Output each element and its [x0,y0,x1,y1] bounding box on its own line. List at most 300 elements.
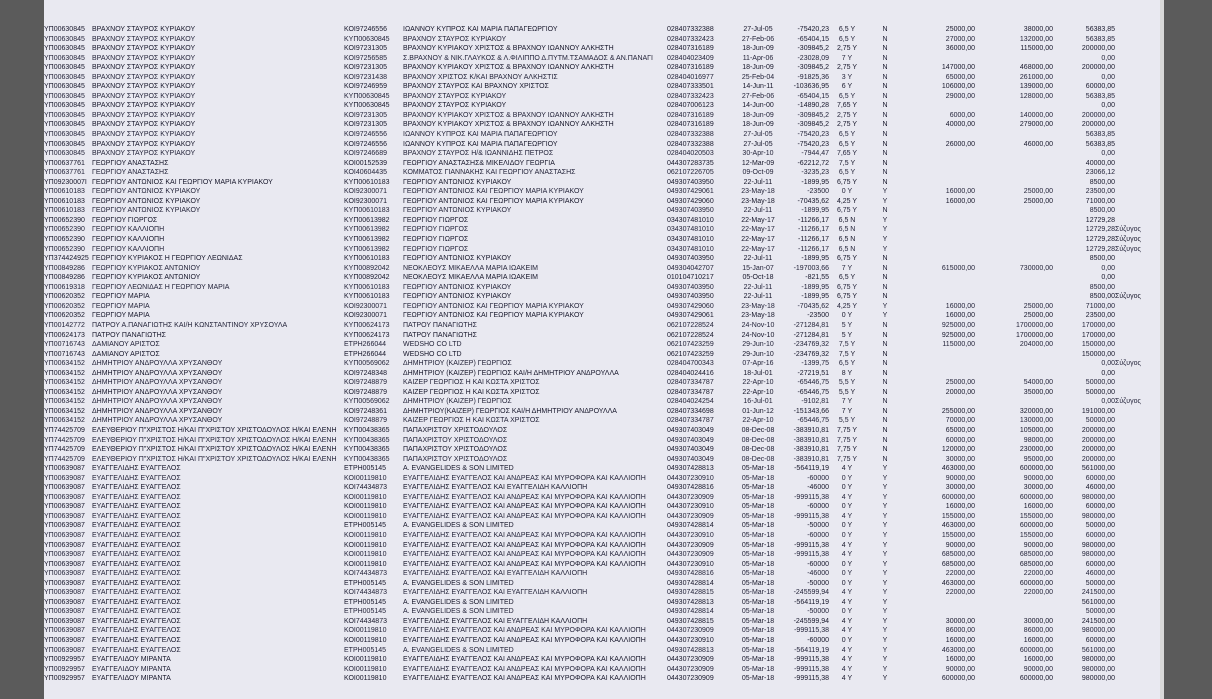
cell-value-2: 685000,00 [1019,560,1053,568]
cell-account-code: ΚΥΠ00613982 [344,236,390,244]
cell-flag-b: N [882,293,888,301]
cell-customer-id: ΥΠ00610183 [44,197,85,205]
cell-flag-b: N [882,379,888,387]
cell-relation-note [1115,216,1154,226]
table-row [44,245,1154,255]
cell-flag-b: Y [882,656,888,664]
cell-flag-b: N [882,446,888,454]
cell-flag-b: N [882,407,888,415]
cell-relation-note [1115,130,1154,140]
cell-customer-id: ΥΠ00619318 [44,283,85,291]
cell-customer-name: ΔΗΜΗΤΡΙΟΥ ΑΝΔΡΟΥΛΛΑ ΧΡΥΣΑΝΘΟΥ [92,360,223,368]
table-row [44,350,1154,360]
cell-account-code: ΚΟΙ00119810 [344,474,387,482]
cell-value-2: 155000,00 [1019,531,1053,539]
cell-account-holder: ΓΕΩΡΓΙΟΥ ΓΙΩΡΓΟΣ [403,245,469,253]
cell-value-2: 139000,00 [1019,83,1053,91]
cell-relation-note [1115,44,1154,54]
cell-balance: -383910,81 [793,446,829,454]
cell-relation-note [1115,588,1154,598]
cell-customer-id: ΥΠ00639087 [44,541,85,549]
cell-customer-name: ΕΥΑΓΓΕΛΙΔΗΣ ΕΥΑΓΓΕΛΟΣ [92,598,181,606]
cell-open-date: 22-May-17 [741,216,775,224]
cell-open-date: 01-Jun-12 [742,407,774,415]
cell-account-number: 049307428814 [667,522,714,530]
cell-balance: -50000 [807,579,829,587]
table-row [44,426,1154,436]
cell-relation-note [1115,168,1154,178]
cell-account-code: ΕΤΡΗ005145 [344,579,387,587]
cell-value-2: 730000,00 [1019,264,1053,272]
cell-value-3: 241500,00 [1081,617,1115,625]
cell-value-3: 980000,00 [1081,665,1115,673]
cell-value-2: 16000,00 [1023,637,1053,644]
table-row [44,168,1154,178]
cell-customer-id: ΥΠ00630845 [44,102,85,110]
cell-open-date: 05-Mar-18 [741,503,775,511]
cell-customer-id: ΥΠ00639087 [44,598,85,606]
cell-customer-name: ΕΛΕΥΘΕΡΙΟΥ Π"ΧΡΙΣΤΟΣ Η/ΚΑΙ Π"ΧΡΙΣΤΟΥ ΧΡΙΣΤΟΔΟΥΛΟΣ Η/ΚΑΙ ΕΛΕΝΗ [92,455,337,463]
cell-open-date: 08-Dec-08 [741,455,775,463]
cell-balance: -999115,38 [794,675,829,683]
cell-rate: 5,5 Y [838,417,856,425]
cell-value-2: 204000,00 [1019,341,1053,349]
cell-rate: 4 Y [841,627,853,635]
cell-open-date: 22-Jul-11 [743,207,773,215]
cell-account-code: ΚΥΠ00892042 [344,274,390,282]
cell-value-1: 29000,00 [945,92,975,100]
cell-customer-id: ΥΠ74425709 [44,436,85,444]
cell-balance: -383910,81 [793,426,829,434]
cell-customer-name: ΓΕΩΡΓΙΟΥ ΑΝΑΣΤΑΣΗΣ [92,159,169,167]
cell-flag-b: Y [882,188,888,196]
table-row [44,521,1154,531]
cell-balance: -383910,81 [793,455,829,463]
cell-value-1: 16000,00 [945,188,975,196]
cell-account-number: 049307428814 [667,579,714,587]
cell-open-date: 18-Jun-09 [742,64,774,72]
cell-account-code: ΚΟΙ97231305 [344,121,387,129]
cell-value-3: 60000,00 [1085,503,1115,511]
cell-open-date: 23-May-18 [741,188,775,196]
cell-value-3: 46000,00 [1085,570,1115,578]
cell-relation-note [1115,655,1154,665]
cell-flag-b: Y [882,245,888,253]
cell-account-code: ΚΟΙ74434873 [344,589,387,597]
cell-account-number: 062107228524 [667,321,714,329]
cell-account-holder: ΓΕΩΡΓΙΟΥ ΑΝΤΩΝΙΟΣ ΚΥΡΙΑΚΟΥ [403,255,512,263]
cell-account-number: 044307230909 [667,512,714,520]
cell-flag-b: Y [882,216,888,224]
cell-value-2: 105000,00 [1019,426,1053,434]
cell-rate: 2,75 Y [836,45,858,53]
cell-customer-id: ΥΠ00929957 [44,675,85,683]
cell-relation-note: Σύζυγος [1115,360,1141,368]
cell-balance: -60000 [807,560,829,568]
cell-rate: 6,75 Y [836,293,858,301]
cell-value-3: 60000,00 [1085,531,1115,539]
cell-balance: -234769,32 [793,341,829,349]
cell-customer-name: ΓΕΩΡΓΙΟΥ ΜΑΡΙΑ [92,312,150,320]
cell-value-3: 40000,00 [1085,159,1115,167]
cell-account-code: ΚΥΠ00610183 [344,178,390,186]
cell-account-number: 028404016977 [667,73,714,81]
cell-relation-note [1115,82,1154,92]
cell-rate: 6 Y [841,83,853,91]
cell-value-2 [975,54,1053,64]
cell-account-number: 062107226705 [667,169,714,177]
cell-account-number: 049307403950 [667,178,714,186]
cell-account-number: 028407334787 [667,417,714,425]
cell-relation-note [1115,92,1154,102]
cell-value-1: 16000,00 [945,302,975,310]
cell-customer-name: ΓΕΩΡΓΙΟΥ ΚΑΛΛΙΟΠΗ [92,236,165,244]
cell-balance: -999115,38 [794,512,829,520]
cell-value-3: 8500,00 [1089,255,1115,263]
cell-flag-b: N [882,369,888,377]
cell-value-2 [975,273,1053,283]
cell-account-holder: ΕΥΑΓΓΕΛΙΔΗΣ ΕΥΑΓΓΕΛΟΣ ΚΑΙ ΑΝΔΡΕΑΣ ΚΑΙ ΜΥΡΟΦΟΡΑ ΚΑΙ ΚΑΛΛΙΟΠΗ [403,656,646,664]
cell-open-date: 29-Jun-10 [742,341,774,349]
cell-account-number: 049307403049 [667,436,714,444]
cell-rate: 5,5 Y [838,388,856,396]
cell-value-1: 27000,00 [945,35,975,43]
table-row [44,101,1154,111]
cell-account-holder: ΕΥΑΓΓΕΛΙΔΗΣ ΕΥΑΓΓΕΛΟΣ ΚΑΙ ΑΝΔΡΕΑΣ ΚΑΙ ΜΥΡΟΦΟΡΑ ΚΑΙ ΚΑΛΛΙΟΠΗ [403,503,646,511]
cell-customer-id: ΥΠ00639087 [44,627,85,635]
cell-open-date: 05-Mar-18 [741,637,775,644]
cell-balance: -27219,51 [797,369,829,377]
cell-flag-b: N [882,426,888,434]
cell-customer-name: ΓΕΩΡΓΙΟΥ ΑΝΤΩΝΙΟΣ ΚΑΙ ΓΕΩΡΓΙΟΥ ΜΑΡΙΑ ΚΥΡΙΑΚΟΥ [92,178,273,186]
cell-customer-name: ΕΥΑΓΓΕΛΙΔΗΣ ΕΥΑΓΓΕΛΟΣ [92,608,181,616]
cell-value-2 [975,101,1053,111]
cell-relation-note [1115,54,1154,64]
cell-account-number: 034307481010 [667,236,714,244]
cell-account-holder: ΠΑΠΑΧΡΙΣΤΟΥ ΧΡΙΣΤΟΔΟΥΛΟΣ [403,436,508,444]
cell-customer-name: ΕΥΑΓΓΕΛΙΔΗΣ ΕΥΑΓΓΕΛΟΣ [92,589,181,597]
cell-account-holder: ΓΕΩΡΓΙΟΥ ΑΝΤΩΝΙΟΣ ΚΑΙ ΓΕΩΡΓΙΟΥ ΜΑΡΙΑ ΚΥΡΙΑΚΟΥ [403,302,584,310]
cell-value-1: 925000,00 [941,321,975,329]
table-row [44,302,1154,312]
cell-relation-note [1115,674,1154,684]
cell-account-holder: ΕΥΑΓΓΕΛΙΔΗΣ ΕΥΑΓΓΕΛΟΣ ΚΑΙ ΑΝΔΡΕΑΣ ΚΑΙ ΜΥΡΟΦΟΡΑ ΚΑΙ ΚΑΛΛΙΟΠΗ [403,531,646,539]
cell-relation-note [1115,187,1154,197]
cell-rate: 0 Y [841,637,853,644]
cell-value-2: 261000,00 [1019,73,1053,81]
cell-balance: -309845,2 [797,64,829,72]
table-row [44,273,1154,283]
table-row [44,416,1154,426]
cell-flag-b: N [882,350,888,358]
cell-customer-id: ΥΠ00624173 [44,331,85,339]
cell-value-3: 23500,00 [1085,188,1115,196]
cell-open-date: 05-Mar-18 [741,551,775,559]
cell-flag-b: Y [882,551,888,559]
cell-value-3: 8500,00 [1089,178,1115,186]
cell-value-1 [905,397,975,407]
cell-account-holder: ΕΥΑΓΓΕΛΙΔΗΣ ΕΥΑΓΓΕΛΟΣ ΚΑΙ ΑΝΔΡΕΑΣ ΚΑΙ ΜΥΡΟΦΟΡΑ ΚΑΙ ΚΑΛΛΙΟΠΗ [403,493,646,501]
cell-customer-id: ΥΠ00630845 [44,140,85,148]
table-row [44,340,1154,350]
cell-value-2 [975,225,1053,235]
cell-customer-name: ΒΡΑΧΝΟΥ ΣΤΑΥΡΟΣ ΚΥΡΙΑΚΟΥ [92,150,196,158]
cell-open-date: 05-Mar-18 [741,646,775,654]
cell-account-number: 010104710217 [667,274,714,282]
cell-account-code: ΚΟΙ97248348 [344,369,387,377]
cell-customer-name: ΕΥΑΓΓΕΛΙΔΗΣ ΕΥΑΓΓΕΛΟΣ [92,560,181,568]
cell-rate: 4 Y [841,493,853,501]
cell-customer-name: ΓΕΩΡΓΙΟΥ ΜΑΡΙΑ [92,302,150,310]
cell-account-holder: A. EVANGELIDES & SON LIMITED [403,608,514,616]
cell-relation-note [1115,550,1154,560]
cell-account-code: ΕΤΡΗ005145 [344,522,387,530]
cell-balance: -999115,38 [794,551,829,559]
cell-balance: -70435,62 [797,302,829,310]
cell-account-number: 044307230909 [667,665,714,673]
table-row [44,626,1154,636]
cell-value-3: 8500,00 [1089,207,1115,215]
cell-value-2: 600000,00 [1019,579,1053,587]
cell-flag-b: Y [882,503,888,511]
cell-customer-name: ΒΡΑΧΝΟΥ ΣΤΑΥΡΟΣ ΚΥΡΙΑΚΟΥ [92,35,196,43]
cell-account-code: ΚΥΠ00613982 [344,216,390,224]
cell-balance: -383910,81 [793,436,829,444]
cell-value-1: 685000,00 [941,560,975,568]
cell-account-holder: ΚΟΜΜΑΤΟΣ ΓΙΑΝΝΑΚΗΣ ΚΑΙ ΓΕΩΡΓΙΟΥ ΑΝΑΣΤΑΣΗΣ [403,169,576,177]
cell-value-3: 980000,00 [1081,541,1115,549]
cell-flag-b: N [882,73,888,81]
cell-relation-note [1115,35,1154,45]
cell-rate: 7,5 Y [838,350,856,358]
cell-customer-id: ΥΠ00652390 [44,216,85,224]
cell-value-1: 16000,00 [945,197,975,205]
cell-open-date: 18-Jun-09 [742,45,774,53]
table-row [44,225,1154,235]
cell-value-2: 90000,00 [1023,541,1053,549]
cell-account-code: ΚΟΙ00119810 [344,493,387,501]
cell-customer-name: ΕΛΕΥΘΕΡΙΟΥ Π"ΧΡΙΣΤΟΣ Η/ΚΑΙ Π"ΧΡΙΣΤΟΥ ΧΡΙΣΤΟΔΟΥΛΟΣ Η/ΚΑΙ ΕΛΕΝΗ [92,446,337,454]
cell-balance: -65404,15 [797,35,829,43]
table-row [44,665,1154,675]
cell-account-code: ΚΟΙ74434873 [344,617,387,625]
cell-rate: 6,75 Y [836,283,858,291]
table-row [44,397,1154,407]
cell-account-code: ΚΥΠ00569062 [344,360,390,368]
cell-flag-b: N [882,360,888,368]
cell-flag-b: N [882,92,888,100]
cell-customer-name: ΒΡΑΧΝΟΥ ΣΤΑΥΡΟΣ ΚΥΡΙΑΚΟΥ [92,121,196,129]
table-row [44,493,1154,503]
cell-flag-b: Y [882,465,888,473]
cell-account-code: ΚΟΙ97248879 [344,388,387,396]
cell-account-holder: ΕΥΑΓΓΕΛΙΔΗΣ ΕΥΑΓΓΕΛΟΣ ΚΑΙ ΑΝΔΡΕΑΣ ΚΑΙ ΜΥΡΟΦΟΡΑ ΚΑΙ ΚΑΛΛΙΟΠΗ [403,637,646,644]
cell-account-holder: A. EVANGELIDES & SON LIMITED [403,598,514,606]
cell-rate: 7,75 Y [836,436,858,444]
cell-open-date: 27-Feb-06 [741,35,775,43]
customer-accounts-table [44,25,1154,684]
cell-relation-note: Σύζυγος [1115,245,1141,253]
cell-value-2: 600000,00 [1019,493,1053,501]
cell-value-3: 980000,00 [1081,493,1115,501]
cell-customer-id: ΥΠ00639087 [44,474,85,482]
cell-value-3: 50000,00 [1085,608,1115,616]
cell-open-date: 24-Nov-10 [741,321,775,329]
cell-balance: -271284,81 [793,331,829,339]
cell-rate: 0 Y [841,484,853,492]
cell-customer-name: ΔΑΜΙΑΝΟΥ ΑΡΙΣΤΟΣ [92,350,160,358]
cell-open-date: 24-Nov-10 [741,331,775,339]
cell-open-date: 29-Jun-10 [742,350,774,358]
cell-balance: -65446,75 [797,388,829,396]
cell-value-2: 230000,00 [1019,446,1053,454]
cell-customer-id: ΥΠ00634152 [44,369,85,377]
table-row [44,474,1154,484]
cell-account-code: ΚΥΠ00892042 [344,264,390,272]
cell-value-2 [975,216,1053,226]
cell-customer-id: ΥΠ00639087 [44,503,85,511]
cell-customer-name: ΒΡΑΧΝΟΥ ΣΤΑΥΡΟΣ ΚΥΡΙΑΚΟΥ [92,111,196,119]
cell-balance: -46000 [807,570,829,578]
cell-rate: 7 Y [841,407,853,415]
cell-account-number: 028407316189 [667,45,714,53]
cell-rate: 6,5 Y [838,131,856,139]
cell-open-date: 22-May-17 [741,236,775,244]
cell-value-3: 50000,00 [1085,579,1115,587]
cell-flag-b: Y [882,627,888,635]
cell-open-date: 14-Jun-00 [742,102,774,110]
cell-account-number: 049307428816 [667,484,714,492]
cell-relation-note [1115,607,1154,617]
cell-account-number: 028404700343 [667,360,714,368]
cell-customer-name: ΔΗΜΗΤΡΙΟΥ ΑΝΔΡΟΥΛΛΑ ΧΡΥΣΑΝΘΟΥ [92,398,223,406]
table-row [44,82,1154,92]
cell-value-3: 8500,00 [1089,293,1115,301]
cell-customer-name: ΕΥΑΓΓΕΛΙΔΗΣ ΕΥΑΓΓΕΛΟΣ [92,493,181,501]
cell-value-3: 23500,00 [1085,312,1115,320]
cell-open-date: 05-Mar-18 [741,531,775,539]
cell-value-1 [905,54,975,64]
cell-balance: -564119,19 [794,598,829,606]
cell-balance: -999115,38 [794,627,829,635]
cell-value-3: 200000,00 [1081,64,1115,72]
cell-value-2: 155000,00 [1019,512,1053,520]
cell-value-1: 30000,00 [945,484,975,492]
cell-rate: 6,5 N [838,245,856,253]
cell-value-2: 22000,00 [1023,570,1053,578]
table-row [44,216,1154,226]
cell-account-holder: ΕΥΑΓΓΕΛΙΔΗΣ ΕΥΑΓΓΕΛΟΣ ΚΑΙ ΕΥΑΓΓΕΛΙΔΗ ΚΑΛΛΙΟΠΗ [403,589,588,597]
cell-customer-name: ΕΥΑΓΓΕΛΙΔΗΣ ΕΥΑΓΓΕΛΟΣ [92,637,181,644]
cell-account-holder: ΒΡΑΧΝΟΥ ΣΤΑΥΡΟΣ Η/& ΙΩΑΝΝΙΔΗΣ ΠΕΤΡΟΣ [403,150,554,158]
cell-customer-id: ΥΠ00634152 [44,417,85,425]
cell-rate: 6,5 Y [838,26,856,33]
cell-relation-note [1115,579,1154,589]
cell-value-1: 22000,00 [945,589,975,597]
cell-account-number: 028407006123 [667,102,714,110]
cell-account-holder: ΔΗΜΗΤΡΙΟΥ (ΚΑΙΖΕΡ) ΓΕΩΡΓΙΟΣ [403,398,512,406]
cell-account-holder: ΚΑΙΖΕΡ ΓΕΩΡΓΙΟΣ Η ΚΑΙ ΚΩΣΤΑ ΧΡΙΣΤΟΣ [403,388,540,396]
cell-open-date: 30-Apr-10 [742,150,774,158]
cell-flag-b: Y [882,570,888,578]
cell-balance: -23500 [807,312,829,320]
cell-value-2: 16000,00 [1023,656,1053,664]
cell-value-2: 25000,00 [1023,312,1053,320]
cell-account-code: ΚΥΠ00610183 [344,283,390,291]
cell-account-number: 049307428814 [667,608,714,616]
cell-customer-id: ΥΠ00639087 [44,570,85,578]
cell-customer-name: ΔΑΜΙΑΝΟΥ ΑΡΙΣΤΟΣ [92,341,160,349]
cell-value-1 [905,245,975,255]
cell-account-code: ΚΟΙ97248361 [344,407,387,415]
cell-rate: 0 Y [841,570,853,578]
cell-open-date: 08-Dec-08 [741,426,775,434]
cell-rate: 7,65 Y [836,102,858,110]
cell-customer-name: ΕΥΑΓΓΕΛΙΔΗΣ ΕΥΑΓΓΕΛΟΣ [92,617,181,625]
cell-customer-name: ΒΡΑΧΝΟΥ ΣΤΑΥΡΟΣ ΚΥΡΙΑΚΟΥ [92,64,196,72]
cell-relation-note [1115,178,1154,188]
cell-rate: 7 Y [841,398,853,406]
cell-open-date: 23-May-18 [741,312,775,320]
cell-value-3: 980000,00 [1081,551,1115,559]
table-row [44,617,1154,627]
cell-account-code: ΚΟΙ97246556 [344,26,387,33]
cell-open-date: 22-Jul-11 [743,283,773,291]
cell-balance: -151343,66 [793,407,829,415]
cell-open-date: 18-Jun-09 [742,121,774,129]
cell-value-3: 200000,00 [1081,436,1115,444]
cell-customer-id: ΥΠ00630845 [44,45,85,53]
cell-account-holder: ΠΑΤΡΟΥ ΠΑΝΑΓΙΩΤΗΣ [403,331,477,339]
cell-value-3: 50000,00 [1085,522,1115,530]
cell-account-code: ΚΟΙ00119810 [344,551,387,559]
cell-customer-id: ΥΠ00630845 [44,73,85,81]
cell-customer-name: ΕΥΑΓΓΕΛΙΔΗΣ ΕΥΑΓΓΕΛΟΣ [92,646,181,654]
cell-value-3: 12729,28 [1085,236,1115,244]
cell-account-code: ΚΟΙ00119810 [344,560,387,568]
cell-flag-b: Y [882,236,888,244]
cell-account-holder: ΚΑΙΖΕΡ ΓΕΩΡΓΙΟΣ Η ΚΑΙ ΚΩΣΤΑ ΧΡΙΣΤΟΣ [403,379,540,387]
cell-flag-b: N [882,331,888,339]
cell-value-2: 1700000,00 [1016,331,1053,339]
cell-value-1: 120000,00 [941,446,975,454]
cell-balance: -1899,95 [801,255,829,263]
cell-customer-id: ΥΠ00639087 [44,637,85,644]
cell-customer-name: ΕΥΑΓΓΕΛΙΔΟΥ ΜΙΡΑΝΤΑ [92,656,171,664]
cell-account-code: ΚΟΙ97231438 [344,73,387,81]
cell-relation-note [1115,617,1154,627]
cell-value-1 [905,350,975,360]
cell-account-code: ΚΟΙ92300071 [344,197,387,205]
cell-open-date: 23-May-18 [741,197,775,205]
cell-customer-name: ΔΗΜΗΤΡΙΟΥ ΑΝΔΡΟΥΛΛΑ ΧΡΥΣΑΝΘΟΥ [92,388,223,396]
cell-value-1: 22000,00 [945,570,975,578]
cell-flag-b: N [882,35,888,43]
cell-account-code: ΚΟΙ97246556 [344,140,387,148]
cell-customer-name: ΕΥΑΓΓΕΛΙΔΗΣ ΕΥΑΓΓΕΛΟΣ [92,484,181,492]
cell-account-number: 044307230910 [667,560,714,568]
cell-open-date: 08-Dec-08 [741,436,775,444]
cell-balance: -50000 [807,608,829,616]
cell-account-holder: ΓΕΩΡΓΙΟΥ ΑΝΤΩΝΙΟΣ ΚΥΡΙΑΚΟΥ [403,207,512,215]
cell-rate: 8 Y [841,369,853,377]
cell-open-date: 11-Apr-06 [742,54,774,62]
table-row [44,111,1154,121]
cell-value-1: 925000,00 [941,331,975,339]
cell-value-1 [905,254,975,264]
cell-balance: -1899,95 [801,293,829,301]
cell-customer-name: ΔΗΜΗΤΡΙΟΥ ΑΝΔΡΟΥΛΛΑ ΧΡΥΣΑΝΘΟΥ [92,369,223,377]
